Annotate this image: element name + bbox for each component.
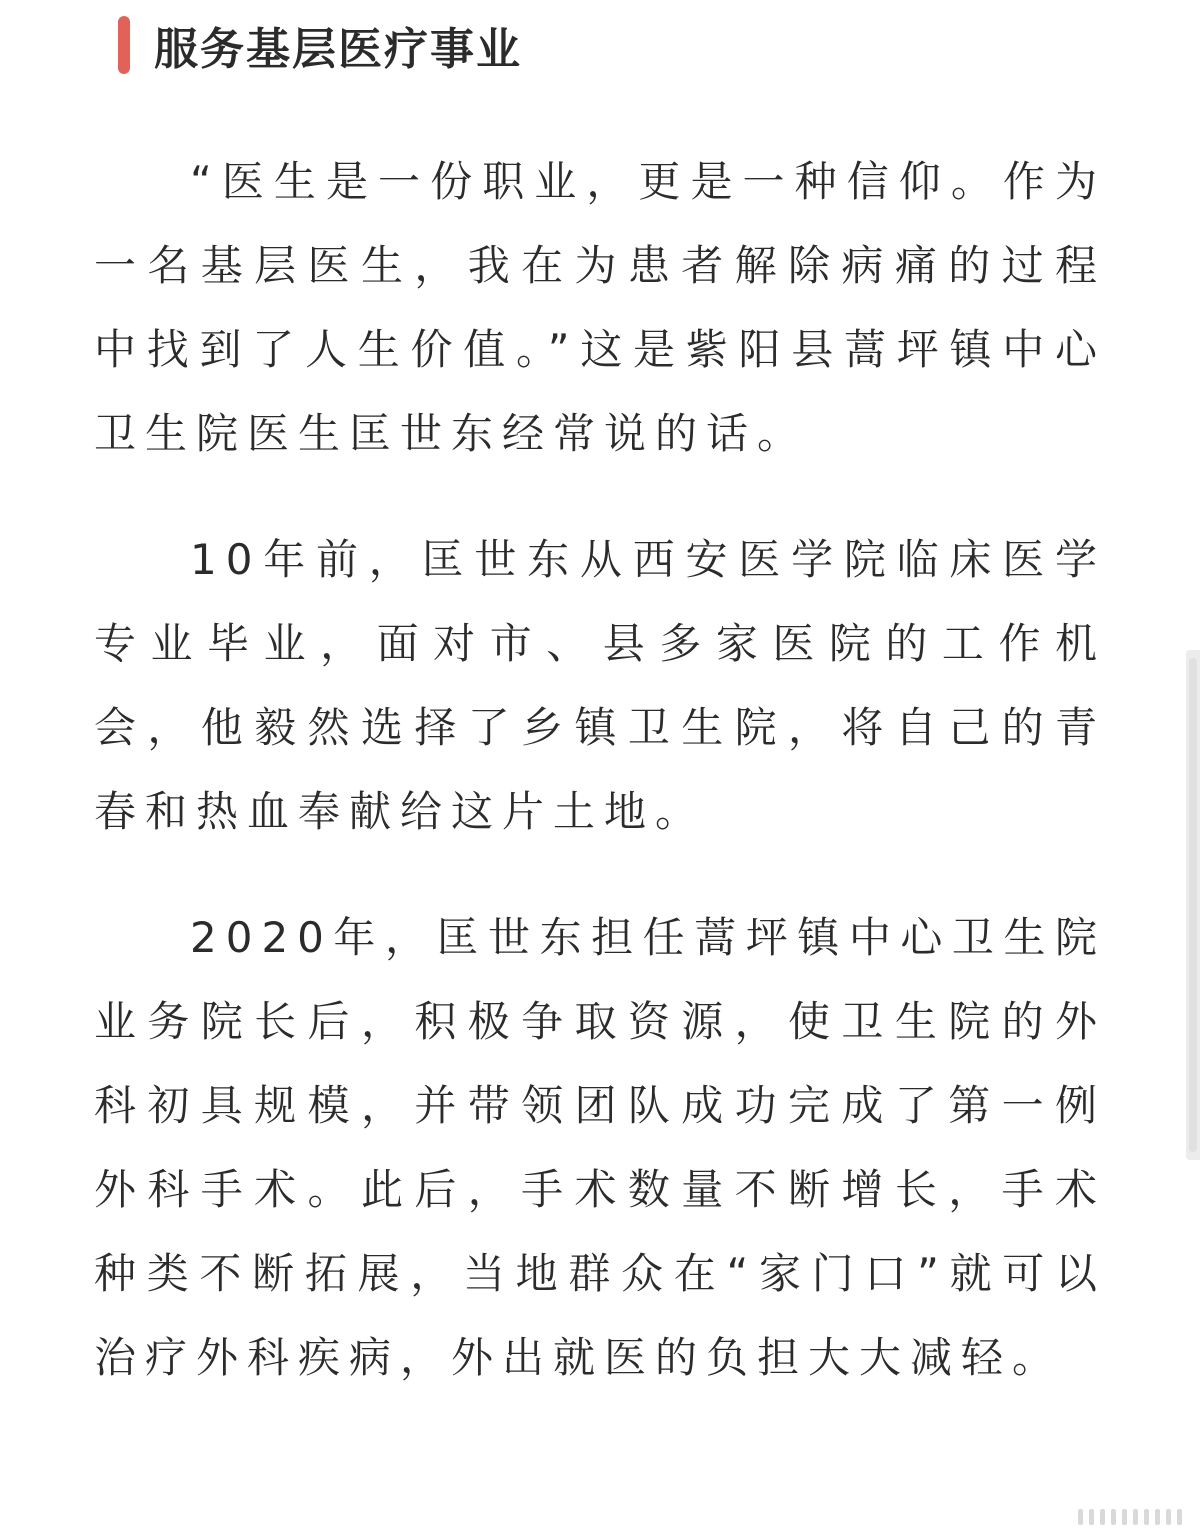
scrollbar-thumb[interactable]	[1189, 658, 1197, 1152]
page-indicator-dot	[1078, 1509, 1083, 1525]
page-indicator-dot	[1155, 1509, 1160, 1525]
article-body	[94, 140, 1106, 1442]
page-indicator-dot	[1122, 1509, 1127, 1525]
page-indicator	[1078, 1509, 1182, 1525]
accent-bar	[118, 16, 130, 74]
page-indicator-dot	[1166, 1509, 1171, 1525]
page-indicator-dot	[1089, 1509, 1094, 1525]
paragraph-3: 2020年，匡世东担任蒿坪镇中心卫生院业务院长后，积极争取资源，使卫生院的外科初具规模，并带领团队成功完成了第一例外科手术。此后，手术数量不断增长，手术种类不断拓展，当地群众在“家门口”就可以治疗外科疾病，外出就医的负担大大减轻。	[94, 913, 1106, 1382]
page-indicator-dot	[1100, 1509, 1105, 1525]
page-indicator-dot	[1133, 1509, 1138, 1525]
paragraph-2: 10年前，匡世东从西安医学院临床医学专业毕业，面对市、县多家医院的工作机会，他毅然选择了乡镇卫生院，将自己的青春和热血奉献给这片土地。	[94, 535, 1106, 836]
scrollbar[interactable]	[1186, 650, 1200, 1160]
page-indicator-dot	[1144, 1509, 1149, 1525]
section-header	[118, 14, 522, 76]
paragraph-1: “医生是一份职业，更是一种信仰。作为一名基层医生，我在为患者解除病痛的过程中找到了人生价值。”这是紫阳县蒿坪镇中心卫生院医生匡世东经常说的话。	[94, 157, 1106, 458]
page-indicator-dot	[1177, 1509, 1182, 1525]
section-title: 服务基层医疗事业	[154, 24, 522, 75]
page-indicator-dot	[1111, 1509, 1116, 1525]
